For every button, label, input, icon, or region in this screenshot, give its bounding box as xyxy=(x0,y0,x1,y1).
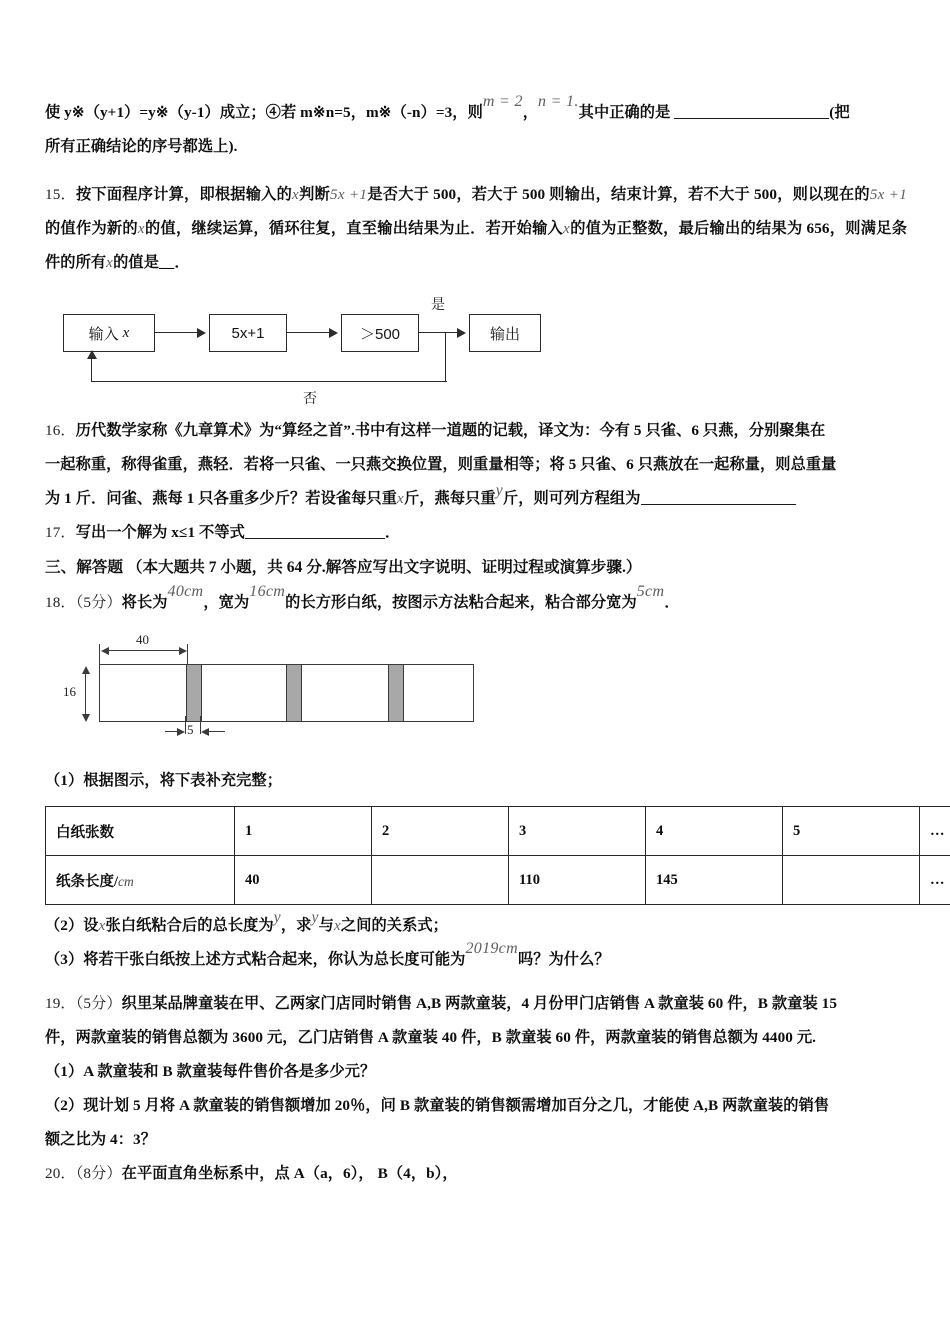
q18-text-b: ，宽为 xyxy=(203,594,250,611)
q20-line xyxy=(45,1157,907,1191)
q18-sub2-math-y2: y xyxy=(311,909,319,926)
flowchart-loop-horizontal xyxy=(91,381,447,382)
q16-text-d: 斤，燕每只重 xyxy=(403,490,496,507)
table-header-unit: cm xyxy=(118,873,134,889)
q14-comma: ， xyxy=(522,104,539,121)
flowchart-compute-label: 5x+1 xyxy=(231,324,265,342)
table-cell-length-2[interactable] xyxy=(372,856,509,905)
dim-bottom-ext-left xyxy=(185,716,186,734)
table-header-lengths-text: 纸条长度/ xyxy=(56,873,119,890)
q15-text-a: 按下面程序计算，即根据输入的 xyxy=(75,186,293,203)
q15-text-g: 的值为正整数，最后输 xyxy=(570,220,726,237)
paper-strip xyxy=(99,664,474,722)
flowchart-test-label: ＞500 xyxy=(359,325,401,343)
q18-sub2-a: （2）设 xyxy=(45,917,99,934)
flowchart-input-var: x xyxy=(122,324,130,341)
table-header-sheets: 白纸张数 xyxy=(46,807,235,856)
q15-text-b: 判断 xyxy=(299,186,331,203)
q16-answer-blank[interactable] xyxy=(641,504,796,505)
q16-math-y: y xyxy=(495,482,503,499)
flowchart-label-no: 否 xyxy=(303,390,317,406)
q19-line1 xyxy=(45,987,907,1021)
q14-math-n: n = 1. xyxy=(538,93,579,110)
table-row-lengths xyxy=(46,856,950,905)
q17-text-b: ． xyxy=(384,524,401,541)
q15-flowchart xyxy=(63,296,533,406)
q15-math-5x1-b: 5x +1 xyxy=(869,187,907,203)
q18-sub3-b: 吗？为什么？ xyxy=(517,951,610,968)
dim-left-arrow-down xyxy=(82,714,90,722)
table-cell-length-4: 145 xyxy=(646,856,783,905)
table-cell-length-5[interactable] xyxy=(783,856,920,905)
flowchart-box-compute xyxy=(209,314,287,352)
dim-top-line xyxy=(107,650,185,651)
q19-sub2-line2: 额之比为 4：3？ xyxy=(45,1131,157,1148)
q15-text-c: 是否大于 500，若大于 500 则输出，结束计算，若不大于 500，则以 xyxy=(367,186,824,203)
overlap-region-3 xyxy=(388,665,404,721)
q18-score: （5分） xyxy=(75,594,122,611)
q18-sub2-math-x2: x xyxy=(333,918,341,934)
q14-tail-line2: 所有正确结论的序号都选上). xyxy=(45,138,238,155)
q18-line xyxy=(45,583,907,620)
table-row-sheets xyxy=(46,807,950,856)
flowchart-connector-3 xyxy=(419,332,459,333)
dim-top-arrow-left xyxy=(101,647,109,655)
q15-text-d: 现在的 xyxy=(823,186,870,203)
flowchart-connector-2 xyxy=(287,332,331,333)
overlap-region-1 xyxy=(186,665,202,721)
q18-sub1: （1）根据图示，将下表补充完整； xyxy=(45,772,283,789)
q14-answer-blank[interactable] xyxy=(674,118,829,119)
q18-sub2-b: 张白纸粘合后的总长度为 xyxy=(105,917,274,934)
q16-math-x: x xyxy=(397,491,404,507)
q14-math-m: m = 2 xyxy=(482,93,523,110)
q18-sub2 xyxy=(45,909,907,943)
q18-sub2-d: 与 xyxy=(318,917,334,934)
table-cell-sheets-1: 1 xyxy=(235,807,372,856)
q18-text-c: 的长方形白纸，按图示方法粘合起来，粘合部分宽为 xyxy=(285,594,637,611)
flowchart-box-input xyxy=(63,314,155,352)
q16-text-c: 为 1 斤．问雀、燕每 1 只各重多少斤？若设雀每只重 xyxy=(45,490,398,507)
dim-bottom-arrow-in-right xyxy=(201,728,209,736)
q19-number: 19． xyxy=(45,995,76,1012)
flowchart-output-label: 输出 xyxy=(489,325,520,343)
q19-sub1: （1）A 款童装和 B 款童装每件售价各是多少元？ xyxy=(45,1063,376,1080)
q18-math-length: 40cm xyxy=(167,583,204,600)
table-cell-sheets-6: … xyxy=(920,807,950,856)
q18-number: 18． xyxy=(45,594,76,611)
q15-math-5x1-a: 5x +1 xyxy=(330,187,368,203)
q20-text: 在平面直角坐标系中，点 A（a，6）， B（4，b）， xyxy=(121,1165,458,1182)
q18-math-width: 16cm xyxy=(249,583,286,600)
q19-line2: 件，两款童装的销售总额为 3600 元，乙门店销售 A 款童装 40 件，B 款童装 60 件，两款童装的销售总额为 4400 元. xyxy=(45,1029,817,1046)
flowchart-input-label: 输入 xyxy=(88,325,119,343)
q16-line1 xyxy=(45,414,907,448)
q20-number: 20． xyxy=(45,1165,76,1182)
table-cell-sheets-4: 4 xyxy=(646,807,783,856)
flowchart-box-test xyxy=(341,314,419,352)
q15-math-x3: x xyxy=(563,221,571,237)
q14-text-b: 其中正确的是 xyxy=(578,104,671,121)
table-header-lengths xyxy=(46,856,235,905)
flowchart-loop-vertical-left xyxy=(91,358,92,382)
q18-sub3-a: （3）将若干张白纸按上述方式粘合起来，你认为总长度可能为 xyxy=(45,951,466,968)
q15-text-h: 出的结果为 656，则满足条件的所有 xyxy=(45,220,908,271)
q19-text-a: 织里某品牌童装在甲、乙两家门店同时销售 A,B 两款童装，4 月份甲门店销售 A 款童装 60 件，B 款童装 15 xyxy=(121,995,838,1012)
q18-text-d: ． xyxy=(664,594,680,611)
dim-label-length: 40 xyxy=(136,632,149,647)
flowchart-label-yes: 是 xyxy=(431,296,445,312)
flowchart-arrow-loop xyxy=(87,350,97,359)
q15-number: 15． xyxy=(45,186,76,203)
table-cell-sheets-3: 3 xyxy=(509,807,646,856)
q16-line3 xyxy=(45,482,907,516)
q14-text-c: (把 xyxy=(829,104,850,121)
flowchart-loop-vertical-right xyxy=(445,332,446,382)
dim-bottom-ext-right xyxy=(200,716,201,734)
q18-strip-diagram xyxy=(61,634,501,756)
overlap-region-2 xyxy=(286,665,302,721)
q15-paragraph xyxy=(45,178,907,280)
q16-text-a: 历代数学家称《九章算术》为“算经之首”.书中有这样一道题的记载，译文为：今有 5 只雀、6 只燕，分别聚集在 xyxy=(75,422,826,439)
q18-sub2-e: 之间的关系式； xyxy=(340,917,448,934)
dim-left-line xyxy=(85,672,86,714)
table-cell-length-1: 40 xyxy=(235,856,372,905)
q17-number: 17． xyxy=(45,524,76,541)
table-cell-length-3: 110 xyxy=(509,856,646,905)
q18-sub2-math-x: x xyxy=(98,918,106,934)
q16-text-e: 斤，则可列方程组为 xyxy=(502,490,641,507)
dim-label-height: 16 xyxy=(63,684,76,699)
dim-label-overlap: 5 xyxy=(187,722,194,737)
dim-top-ext-left xyxy=(99,644,100,666)
flowchart-arrow-3 xyxy=(457,328,466,338)
q14-tail-line1 xyxy=(45,93,907,130)
dim-top-ext-right xyxy=(187,644,188,666)
table-cell-sheets-2: 2 xyxy=(372,807,509,856)
dim-top-arrow-right xyxy=(179,647,187,655)
dim-bottom-line-right xyxy=(209,731,225,732)
flowchart-arrow-2 xyxy=(329,328,338,338)
q18-text-a: 将长为 xyxy=(121,594,168,611)
q15-math-x1: x xyxy=(292,187,300,203)
flowchart-arrow-1 xyxy=(197,328,206,338)
q18-sub3 xyxy=(45,940,907,977)
q18-sub3-math: 2019cm xyxy=(465,940,518,957)
q17-line xyxy=(45,516,907,550)
table-cell-length-6: … xyxy=(920,856,950,905)
q15-math-x2: x xyxy=(137,221,145,237)
q18-math-overlap: 5cm xyxy=(636,583,665,600)
page-content xyxy=(45,93,945,1191)
q20-score: （8分） xyxy=(75,1165,122,1182)
q17-answer-blank[interactable] xyxy=(245,538,385,539)
q15-text-i: 的值是__． xyxy=(113,254,190,271)
flowchart-box-output xyxy=(469,314,541,352)
q17-text-a: 写出一个解为 x≤1 不等式 xyxy=(75,524,245,541)
dim-left-arrow-up xyxy=(82,666,90,674)
q16-number: 16． xyxy=(45,422,76,439)
q18-sub2-math-y: y xyxy=(273,909,281,926)
section-3-heading: 三、解答题 （本大题共 7 小题，共 64 分.解答应写出文字说明、证明过程或演算步骤.） xyxy=(45,559,642,576)
table-cell-sheets-5: 5 xyxy=(783,807,920,856)
q15-text-e: 的值作为新的 xyxy=(45,220,138,237)
flowchart-connector-1 xyxy=(155,332,199,333)
dim-bottom-arrow-in-left xyxy=(177,728,185,736)
q16-line2: 一起称重，称得雀重，燕轻．若将一只雀、一只燕交换位置，则重量相等；将 5 只雀、6 只燕放在一起称量，则总重量 xyxy=(45,456,837,473)
q14-text-a: 使 y※（y+1）=y※（y-1）成立；④若 m※n=5，m※（-n）=3，则 xyxy=(45,104,483,121)
q15-math-x4: x xyxy=(106,255,114,271)
q19-sub2-line1: （2）现计划 5 月将 A 款童装的销售额增加 20％，问 B 款童装的销售额需增加百分之几，才能使 A,B 两款童装的销售 xyxy=(45,1097,830,1114)
q18-sub2-c: ，求 xyxy=(280,917,312,934)
q15-text-f: 的值，继续运算，循环往复，直至输出结果为止．若开始输入 xyxy=(144,220,564,237)
q19-score: （5分） xyxy=(75,995,122,1012)
q18-data-table xyxy=(45,806,950,905)
